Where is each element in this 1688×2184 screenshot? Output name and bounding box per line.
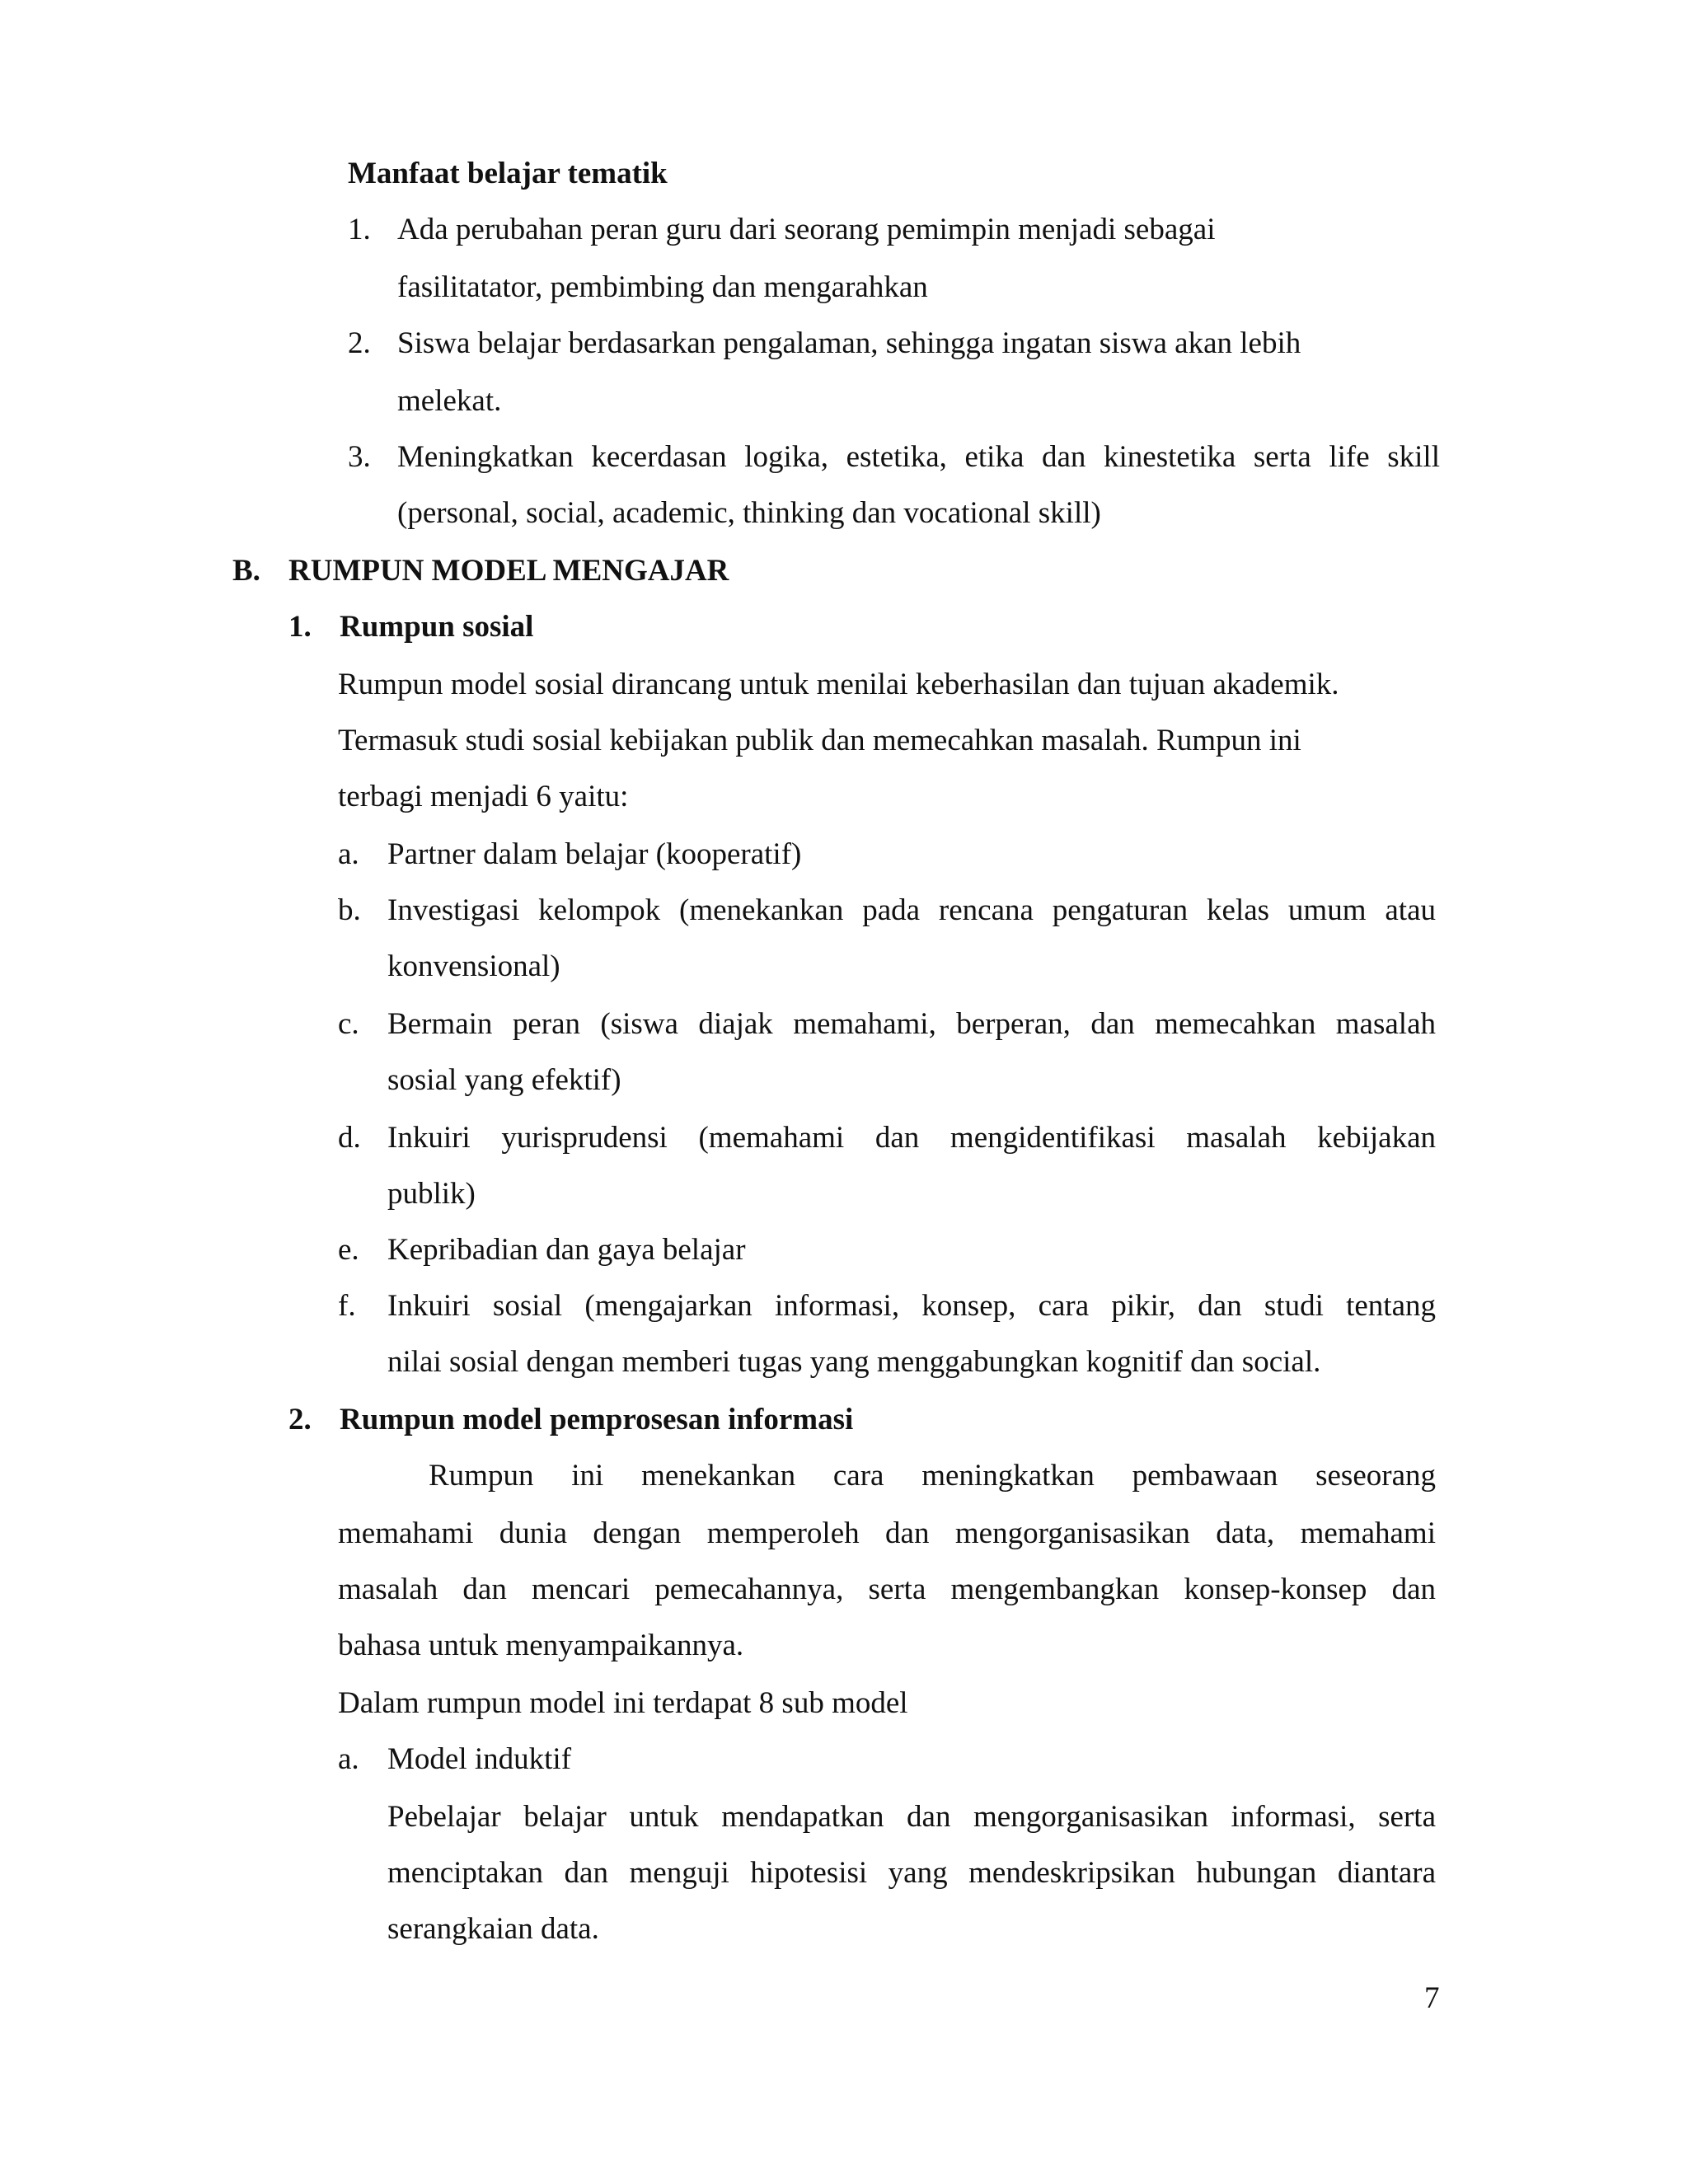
subsection-heading-rumpun-sosial: Rumpun sosial [340, 610, 534, 644]
list-marker: b. [338, 893, 361, 927]
list-marker: d. [338, 1121, 361, 1155]
paragraph-line: Termasuk studi sosial kebijakan publik dan memecahkan masalah. Rumpun ini [338, 724, 1301, 757]
paragraph-line: serangkaian data. [387, 1912, 599, 1946]
list-marker: a. [338, 837, 359, 871]
list-marker: 2. [348, 326, 371, 360]
page-number: 7 [1424, 1981, 1440, 2015]
list-item-line: Partner dalam belajar (kooperatif) [387, 837, 802, 871]
paragraph-line: terbagi menjadi 6 yaitu: [338, 780, 629, 813]
paragraph-line: Rumpun model sosial dirancang untuk menilai keberhasilan dan tujuan akademik. [338, 668, 1339, 701]
list-item-line: Ada perubahan peran guru dari seorang pemimpin menjadi sebagai [397, 213, 1216, 246]
list-item-title: Model induktif [387, 1742, 572, 1776]
paragraph-line: masalah dan mencari pemecahannya, serta mengembangkan konsep-konsep dan [338, 1572, 1436, 1606]
list-item-line: Bermain peran (siswa diajak memahami, berperan, dan memecahkan masalah [387, 1007, 1436, 1041]
list-item-line: fasilitatator, pembimbing dan mengarahkan [397, 270, 928, 304]
paragraph-line: Pebelajar belajar untuk mendapatkan dan mengorganisasikan informasi, serta [387, 1800, 1436, 1834]
list-item-line: Meningkatkan kecerdasan logika, estetika, etika dan kinestetika serta life skill [397, 440, 1440, 474]
paragraph-line: Dalam rumpun model ini terdapat 8 sub model [338, 1686, 908, 1720]
list-marker: f. [338, 1289, 356, 1323]
paragraph-line: menciptakan dan menguji hipotesisi yang mendeskripsikan hubungan diantara [387, 1856, 1436, 1890]
list-item-line: melekat. [397, 384, 502, 418]
list-marker: 3. [348, 440, 371, 474]
list-marker: a. [338, 1742, 359, 1776]
list-marker: c. [338, 1007, 359, 1041]
section-heading-rumpun: RUMPUN MODEL MENGAJAR [288, 554, 729, 588]
list-item-line: Siswa belajar berdasarkan pengalaman, sehingga ingatan siswa akan lebih [397, 326, 1301, 360]
list-marker: e. [338, 1233, 359, 1267]
list-item-line: Investigasi kelompok (menekankan pada rencana pengaturan kelas umum atau [387, 893, 1436, 927]
list-item-line: sosial yang efektif) [387, 1063, 621, 1097]
subsection-heading-pemprosesan-informasi: Rumpun model pemprosesan informasi [340, 1403, 854, 1436]
paragraph-line: memahami dunia dengan memperoleh dan mengorganisasikan data, memahami [338, 1516, 1436, 1550]
subsection-marker: 1. [288, 610, 312, 644]
section-marker: B. [232, 554, 260, 588]
list-item-line: publik) [387, 1177, 476, 1211]
section-heading-manfaat: Manfaat belajar tematik [348, 157, 668, 190]
list-item-line: Kepribadian dan gaya belajar [387, 1233, 746, 1267]
list-item-line: nilai sosial dengan memberi tugas yang menggabungkan kognitif dan social. [387, 1345, 1321, 1379]
list-item-line: (personal, social, academic, thinking dan vocational skill) [397, 496, 1101, 530]
list-item-line: Inkuiri yurisprudensi (memahami dan mengidentifikasi masalah kebijakan [387, 1121, 1436, 1155]
list-item-line: Inkuiri sosial (mengajarkan informasi, konsep, cara pikir, dan studi tentang [387, 1289, 1436, 1323]
paragraph-line: Rumpun ini menekankan cara meningkatkan pembawaan seseorang [429, 1459, 1436, 1493]
subsection-marker: 2. [288, 1403, 312, 1436]
list-marker: 1. [348, 213, 371, 246]
paragraph-line: bahasa untuk menyampaikannya. [338, 1629, 744, 1662]
list-item-line: konvensional) [387, 949, 560, 983]
